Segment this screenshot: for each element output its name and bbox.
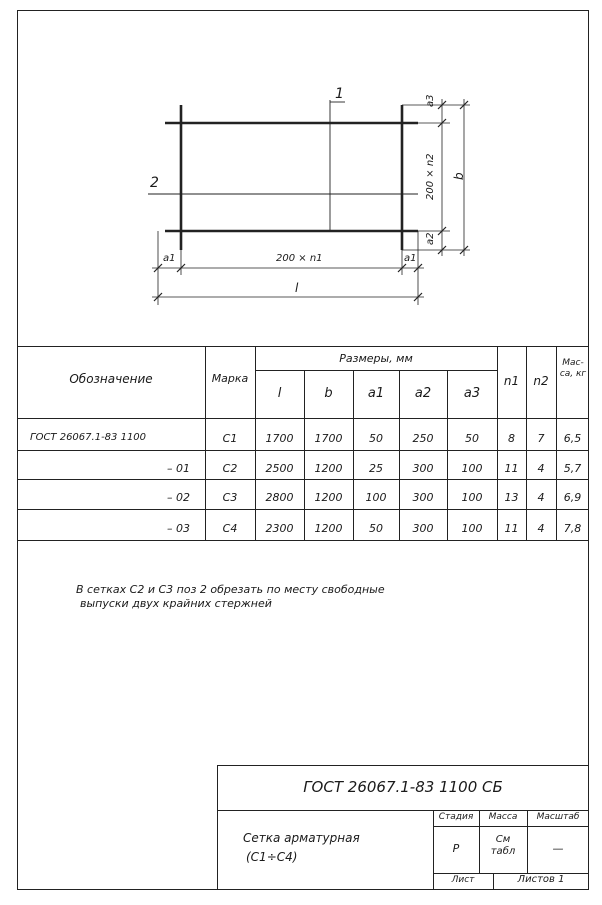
sheet-label: Лист	[451, 875, 475, 885]
dim-a3: a3	[425, 94, 436, 107]
dim-l: l	[295, 281, 299, 295]
dim-a1-left: a1	[163, 253, 176, 264]
scale-label: Масштаб	[536, 812, 580, 822]
header-l: l	[277, 386, 282, 401]
header-a2: a2	[414, 386, 432, 401]
dim-a2: a2	[425, 232, 436, 245]
header-mass: Мас-са, кг	[559, 358, 587, 379]
dim-200-n1: 200 × n1	[276, 253, 323, 264]
product-name-line-1: Сетка арматурная	[243, 831, 360, 845]
header-n1: n1	[503, 374, 520, 388]
header-n2: n2	[533, 374, 549, 388]
sheets-label: Листов 1	[517, 874, 565, 885]
note-line-2: выпуски двух крайних стержней	[80, 597, 272, 610]
note-line-1: В сетках С2 и С3 поз 2 обрезать по месту свободные	[76, 583, 385, 596]
dim-b: b	[452, 172, 466, 180]
header-mark: Марка	[211, 372, 249, 385]
stage-label: Стадия	[438, 812, 474, 822]
mass-label: Масса	[488, 812, 518, 822]
scale-value: —	[552, 842, 564, 855]
header-a1: a1	[367, 386, 385, 401]
position-label-1: 1	[335, 86, 344, 102]
product-name-line-2: (С1÷С4)	[246, 850, 298, 864]
document-code: ГОСТ 26067.1-83 1100 СБ	[303, 778, 503, 796]
header-designation: Обозначение	[69, 372, 153, 386]
dim-a1-right: a1	[404, 253, 417, 264]
header-a3: a3	[463, 386, 481, 401]
header-dimensions: Размеры, мм	[339, 352, 413, 365]
mass-value: См табл	[490, 834, 516, 857]
position-label-2: 2	[150, 175, 159, 191]
dim-200-n2: 200 × n2	[425, 153, 436, 200]
stage-value: Р	[452, 842, 460, 855]
header-b: b	[324, 386, 333, 401]
mesh-drawing	[0, 0, 602, 340]
